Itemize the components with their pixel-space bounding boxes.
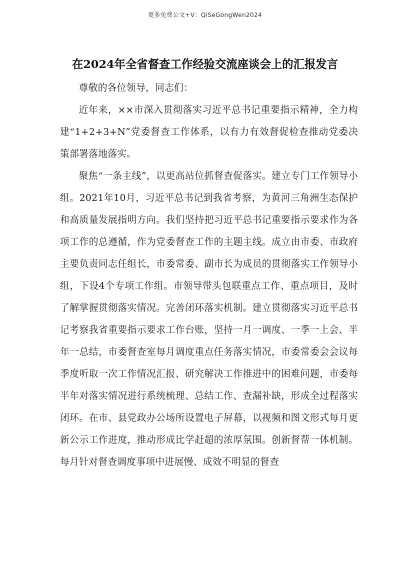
document-body <box>60 78 358 474</box>
document-title: 在2024年全省督查工作经验交流座谈会上的汇报发言 <box>71 57 339 71</box>
salutation: 尊敬的各位领导，同志们： <box>78 83 194 94</box>
header-watermark: 更多免费公文+V：QiSeGongWen2024 <box>147 12 263 19</box>
paragraph-1: 近年来，××市深入贯彻落实习近平总书记重要指示精神，全力构建“1+2+3+N”党委督查工作体系，以有力有效督促检查推动党委决策部署落地落实。 <box>60 105 358 160</box>
paragraph-2: 聚焦“一条主线”，以更高站位抓督查促落实。建立专门工作领导小组。2021年10月，习近平总书记到我省考察，为黄河三角洲生态保护和高质量发展指明方向。我们坚持把习近平总书记重要指示要求作为各项工作的总遵循，作为党委督查工作的主题主线。成立由市委、市政府主要负责同志任组长，市委常委、副市长为成员的贯彻落实工作领导小组，下设4个专项工作组。市领导带头包联重点工作、重点项目，及时了解掌握贯彻落实情况。完善闭环落实机制。建立贯彻落实习近平总书记考察我省重要指示要求工作台账，坚持一月一调度、一季一上会、半年一总结，市委督查室每月调度重点任务落实情况，市委常委会会议每季度听取一次工作情况汇报、研究解决工作推进中的困难问题，市委每半年对落实情况进行系统梳理、总结工作、查漏补缺，形成全过程落实闭环。在市、县党政办公场所设置电子屏幕，以视频和图文形式每月更新公示工作进度，推动形成比学赶超的浓厚氛围。创新督帮一体机制。每月针对督查调度事项中进展慢、成效不明显的督查 <box>60 171 358 468</box>
